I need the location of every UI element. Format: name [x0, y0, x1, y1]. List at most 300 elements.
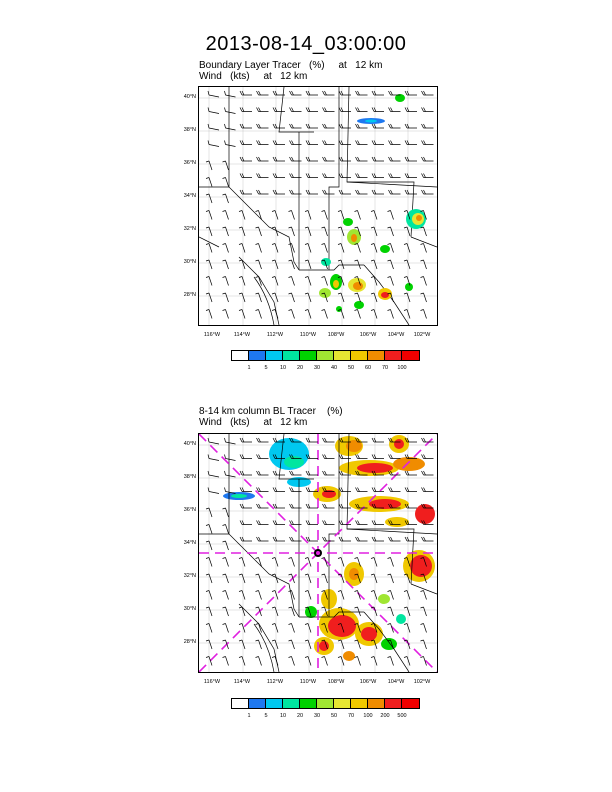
wind-barb — [273, 471, 285, 475]
wind-barb — [225, 108, 236, 114]
wind-barb — [371, 657, 377, 666]
wind-barb — [239, 260, 245, 269]
wind-barb — [223, 624, 229, 633]
wind-barb — [306, 438, 318, 442]
wind-barb — [355, 293, 361, 302]
wind-barb — [223, 574, 229, 583]
wind-barb — [257, 124, 269, 128]
wind-barb — [339, 174, 351, 178]
panel1-colorbar — [231, 350, 420, 361]
wind-barb — [338, 260, 344, 269]
wind-barb — [290, 537, 302, 541]
panel1-lon-label: 116°W — [203, 332, 221, 338]
wind-barb — [322, 244, 328, 253]
wind-barb — [256, 657, 262, 666]
wind-barb — [273, 174, 285, 178]
wind-barb — [389, 124, 401, 128]
wind-barb — [225, 91, 236, 97]
wind-barb — [371, 260, 377, 269]
wind-barb — [405, 190, 417, 194]
wind-barb — [389, 455, 401, 459]
wind-barb — [289, 624, 295, 633]
wind-barb — [257, 141, 269, 145]
wind-barb — [223, 194, 229, 203]
wind-barb — [356, 157, 368, 161]
wind-barb — [422, 157, 434, 161]
wind-barb — [273, 124, 285, 128]
wind-barb — [240, 504, 252, 508]
wind-barb — [371, 244, 377, 253]
wind-barb — [405, 157, 417, 161]
wind-barb — [371, 227, 377, 236]
wind-barb — [404, 293, 410, 302]
panel2-colorbar — [231, 698, 420, 709]
wind-barb — [306, 471, 318, 475]
panel2-map — [198, 433, 438, 673]
colorbar-swatch — [300, 699, 317, 708]
panel2-lat-label: 32°N — [183, 573, 196, 579]
wind-barb — [306, 190, 318, 194]
wind-barb — [305, 211, 311, 220]
wind-barb — [389, 537, 401, 541]
wind-barb — [306, 504, 318, 508]
wind-barb — [256, 574, 262, 583]
panel2-lon-label: 102°W — [413, 679, 431, 685]
panel1-lat-label: 36°N — [183, 160, 196, 166]
wind-barb — [339, 157, 351, 161]
colorbar-swatch — [368, 351, 385, 360]
wind-barb — [290, 174, 302, 178]
wind-barb — [256, 640, 262, 649]
colorbar-swatch — [249, 351, 266, 360]
panel2-lon-label: 116°W — [203, 679, 221, 685]
wind-barb — [289, 211, 295, 220]
wind-barb — [225, 455, 236, 461]
wind-barb — [306, 157, 318, 161]
panel2-lat-label: 40°N — [183, 441, 196, 447]
colorbar-swatch — [351, 351, 368, 360]
colorbar-swatch — [334, 699, 351, 708]
wind-barb — [290, 504, 302, 508]
wind-barb — [239, 558, 245, 567]
wind-barb — [305, 277, 311, 286]
panel1-lon-label: 102°W — [413, 332, 431, 338]
wind-barb — [225, 438, 236, 444]
wind-barb — [404, 227, 410, 236]
wind-barb — [273, 190, 285, 194]
wind-barb — [371, 293, 377, 302]
wind-barb — [257, 157, 269, 161]
wind-barb — [372, 108, 384, 112]
wind-barb — [239, 211, 245, 220]
wind-barb — [372, 190, 384, 194]
wind-barb — [421, 591, 427, 600]
panel1-lat-label: 28°N — [183, 292, 196, 298]
wind-barb — [257, 455, 269, 459]
wind-barb — [257, 91, 269, 95]
wind-barb — [356, 91, 368, 95]
panel1-lon-label: 106°W — [359, 332, 377, 338]
wind-barb — [356, 488, 368, 492]
wind-barb — [323, 124, 335, 128]
wind-barb — [356, 108, 368, 112]
wind-barb — [239, 591, 245, 600]
wind-barb — [388, 310, 394, 319]
wind-barb — [208, 488, 219, 494]
wind-barb — [273, 488, 285, 492]
wind-barb — [223, 558, 229, 567]
wind-barb — [208, 124, 219, 130]
wind-barb — [322, 657, 328, 666]
wind-barb — [223, 541, 229, 550]
wind-barb — [421, 227, 427, 236]
wind-barb — [240, 157, 252, 161]
panel2-title-line1: 8-14 km column BL Tracer (%) — [199, 406, 343, 417]
colorbar-swatch — [402, 351, 419, 360]
wind-barb — [306, 91, 318, 95]
wind-barb — [323, 174, 335, 178]
wind-barb — [422, 488, 434, 492]
wind-barb — [305, 591, 311, 600]
wind-barb — [306, 124, 318, 128]
wind-barb — [239, 244, 245, 253]
wind-barb — [322, 227, 328, 236]
panel1-colorbar-label: 50 — [347, 365, 355, 371]
wind-barb — [290, 488, 302, 492]
wind-barb — [223, 244, 229, 253]
wind-barb — [355, 211, 361, 220]
wind-barb — [422, 190, 434, 194]
wind-barb — [422, 455, 434, 459]
wind-barb — [422, 124, 434, 128]
colorbar-swatch — [317, 699, 334, 708]
wind-barb — [388, 227, 394, 236]
panel1-wind-barbs — [206, 91, 434, 319]
wind-barb — [389, 174, 401, 178]
wind-barb — [389, 488, 401, 492]
wind-barb — [256, 310, 262, 319]
wind-barb — [389, 108, 401, 112]
panel1-title-line2: Wind (kts) at 12 km — [199, 71, 308, 82]
wind-barb — [305, 244, 311, 253]
wind-barb — [273, 504, 285, 508]
wind-barb — [389, 157, 401, 161]
wind-barb — [371, 277, 377, 286]
wind-barb — [289, 640, 295, 649]
wind-barb — [421, 277, 427, 286]
wind-barb — [338, 211, 344, 220]
wind-barb — [290, 190, 302, 194]
wind-barb — [305, 227, 311, 236]
panel2-colorbar-label: 10 — [279, 713, 287, 719]
wind-barb — [339, 190, 351, 194]
wind-barb — [355, 310, 361, 319]
panel1-lat-label: 30°N — [183, 259, 196, 265]
wind-barb — [305, 657, 311, 666]
wind-barb — [223, 508, 229, 517]
panel2-colorbar-label: 100 — [363, 713, 373, 719]
colorbar-swatch — [385, 699, 402, 708]
wind-barb — [323, 190, 335, 194]
wind-barb — [422, 537, 434, 541]
wind-barb — [239, 574, 245, 583]
panel2-lat-label: 38°N — [183, 474, 196, 480]
wind-barb — [323, 91, 335, 95]
wind-barb — [239, 277, 245, 286]
wind-barb — [223, 161, 229, 170]
wind-barb — [208, 91, 219, 97]
wind-barb — [256, 260, 262, 269]
wind-barb — [223, 591, 229, 600]
wind-barb — [372, 174, 384, 178]
colorbar-swatch — [334, 351, 351, 360]
wind-barb — [338, 227, 344, 236]
panel1-colorbar-label: 70 — [381, 365, 389, 371]
wind-barb — [239, 607, 245, 616]
wind-barb — [240, 141, 252, 145]
wind-barb — [239, 640, 245, 649]
wind-barb — [225, 141, 236, 147]
wind-barb — [422, 141, 434, 145]
wind-barb — [323, 157, 335, 161]
wind-barb — [338, 558, 344, 567]
wind-barb — [322, 277, 328, 286]
wind-barb — [388, 260, 394, 269]
wind-barb — [356, 141, 368, 145]
wind-barb — [421, 624, 427, 633]
wind-barb — [355, 244, 361, 253]
colorbar-swatch — [266, 699, 283, 708]
wind-barb — [405, 471, 417, 475]
wind-barb — [223, 657, 229, 666]
wind-barb — [223, 227, 229, 236]
wind-barb — [338, 640, 344, 649]
wind-barb — [355, 260, 361, 269]
wind-barb — [208, 438, 219, 444]
wind-barb — [257, 471, 269, 475]
wind-barb — [356, 190, 368, 194]
colorbar-swatch — [283, 699, 300, 708]
wind-barb — [323, 537, 335, 541]
wind-barb — [371, 574, 377, 583]
wind-barb — [388, 277, 394, 286]
wind-barb — [372, 141, 384, 145]
wind-barb — [404, 624, 410, 633]
wind-barb — [371, 211, 377, 220]
wind-barb — [256, 293, 262, 302]
panel2-lon-label: 104°W — [387, 679, 405, 685]
wind-barb — [257, 504, 269, 508]
wind-barb — [289, 657, 295, 666]
wind-barb — [388, 558, 394, 567]
wind-barb — [289, 293, 295, 302]
panel2-lat-label: 34°N — [183, 540, 196, 546]
wind-barb — [356, 537, 368, 541]
wind-barb — [208, 141, 219, 147]
colorbar-swatch — [317, 351, 334, 360]
wind-barb — [405, 108, 417, 112]
wind-barb — [305, 574, 311, 583]
wind-barb — [339, 124, 351, 128]
wind-barb — [240, 190, 252, 194]
wind-barb — [339, 108, 351, 112]
wind-barb — [257, 438, 269, 442]
wind-barb — [272, 227, 278, 236]
wind-barb — [356, 174, 368, 178]
wind-barb — [223, 607, 229, 616]
panel1-graticule — [199, 87, 437, 325]
wind-barb — [208, 455, 219, 461]
wind-barb — [405, 124, 417, 128]
wind-barb — [240, 537, 252, 541]
wind-barb — [223, 293, 229, 302]
wind-barb — [223, 310, 229, 319]
panel2-colorbar-label: 30 — [313, 713, 321, 719]
panel1-colorbar-label: 5 — [264, 365, 268, 371]
wind-barb — [323, 108, 335, 112]
wind-barb — [305, 260, 311, 269]
wind-barb — [372, 521, 384, 525]
wind-barb — [240, 174, 252, 178]
wind-barb — [208, 471, 219, 477]
panel1-lat-label: 34°N — [183, 193, 196, 199]
wind-barb — [422, 108, 434, 112]
wind-barb — [306, 537, 318, 541]
wind-barb — [323, 141, 335, 145]
panel2-colorbar-label: 70 — [347, 713, 355, 719]
panel1-colorbar-label: 20 — [296, 365, 304, 371]
panel1-colorbar-label: 100 — [397, 365, 407, 371]
colorbar-swatch — [385, 351, 402, 360]
panel2-lon-label: 110°W — [299, 679, 317, 685]
wind-barb — [339, 537, 351, 541]
wind-barb — [372, 455, 384, 459]
panel2-colorbar-label: 1 — [247, 713, 251, 719]
panel2-lon-label: 114°W — [233, 679, 251, 685]
wind-barb — [290, 108, 302, 112]
panel2-lat-label: 36°N — [183, 507, 196, 513]
wind-barb — [422, 471, 434, 475]
panel1-boundaries — [199, 87, 437, 325]
wind-barb — [322, 211, 328, 220]
wind-barb — [338, 293, 344, 302]
panel2-lat-label: 30°N — [183, 606, 196, 612]
wind-barb — [289, 558, 295, 567]
colorbar-swatch — [232, 351, 249, 360]
wind-barb — [223, 211, 229, 220]
wind-barb — [372, 157, 384, 161]
wind-barb — [338, 591, 344, 600]
wind-barb — [289, 310, 295, 319]
wind-barb — [371, 310, 377, 319]
panel1-colorbar-label: 60 — [364, 365, 372, 371]
wind-barb — [273, 537, 285, 541]
wind-barb — [421, 640, 427, 649]
wind-barb — [290, 157, 302, 161]
wind-barb — [356, 521, 368, 525]
wind-barb — [257, 190, 269, 194]
panel1-colorbar-label: 40 — [330, 365, 338, 371]
colorbar-swatch — [402, 699, 419, 708]
wind-barb — [405, 141, 417, 145]
wind-barb — [272, 574, 278, 583]
wind-barb — [372, 438, 384, 442]
panel2-colorbar-label: 20 — [296, 713, 304, 719]
wind-barb — [225, 124, 236, 130]
wind-barb — [272, 260, 278, 269]
wind-barb — [240, 455, 252, 459]
panel2-lon-label: 108°W — [327, 679, 345, 685]
wind-barb — [388, 211, 394, 220]
wind-barb — [323, 521, 335, 525]
wind-barb — [404, 260, 410, 269]
wind-barb — [421, 260, 427, 269]
wind-barb — [257, 174, 269, 178]
wind-barb — [371, 591, 377, 600]
panel1-lon-label: 104°W — [387, 332, 405, 338]
wind-barb — [388, 657, 394, 666]
panel2-colorbar-label: 5 — [264, 713, 268, 719]
wind-barb — [323, 504, 335, 508]
wind-barb — [290, 471, 302, 475]
panel1-map — [198, 86, 438, 326]
wind-barb — [405, 91, 417, 95]
wind-barb — [256, 244, 262, 253]
wind-barb — [372, 537, 384, 541]
wind-barb — [273, 108, 285, 112]
wind-barb — [272, 624, 278, 633]
panel1-colorbar-label: 30 — [313, 365, 321, 371]
panel1-tracer-cells — [319, 94, 426, 312]
colorbar-swatch — [283, 351, 300, 360]
map-title: 2013-08-14_03:00:00 — [205, 33, 407, 55]
wind-barb — [273, 521, 285, 525]
panel1-title-line1: Boundary Layer Tracer (%) at 12 km — [199, 60, 383, 71]
wind-barb — [421, 310, 427, 319]
wind-barb — [421, 244, 427, 253]
wind-barb — [289, 277, 295, 286]
wind-barb — [405, 488, 417, 492]
wind-barb — [388, 607, 394, 616]
panel2-title-line2: Wind (kts) at 12 km — [199, 417, 308, 428]
colorbar-swatch — [232, 699, 249, 708]
wind-barb — [272, 277, 278, 286]
wind-barb — [422, 174, 434, 178]
wind-barb — [323, 438, 335, 442]
wind-barb — [208, 108, 219, 114]
panel1-colorbar-label: 1 — [247, 365, 251, 371]
wind-barb — [371, 558, 377, 567]
colorbar-swatch — [266, 351, 283, 360]
wind-barb — [225, 471, 236, 477]
wind-barb — [272, 607, 278, 616]
wind-barb — [240, 91, 252, 95]
wind-barb — [273, 157, 285, 161]
colorbar-swatch — [368, 699, 385, 708]
wind-barb — [257, 521, 269, 525]
wind-barb — [389, 141, 401, 145]
panel2-lat-label: 28°N — [183, 639, 196, 645]
wind-barb — [422, 91, 434, 95]
panel2-lon-label: 112°W — [266, 679, 284, 685]
wind-barb — [421, 293, 427, 302]
wind-barb — [404, 657, 410, 666]
wind-barb — [240, 521, 252, 525]
wind-barb — [322, 310, 328, 319]
wind-barb — [305, 640, 311, 649]
wind-barb — [239, 227, 245, 236]
wind-barb — [272, 244, 278, 253]
